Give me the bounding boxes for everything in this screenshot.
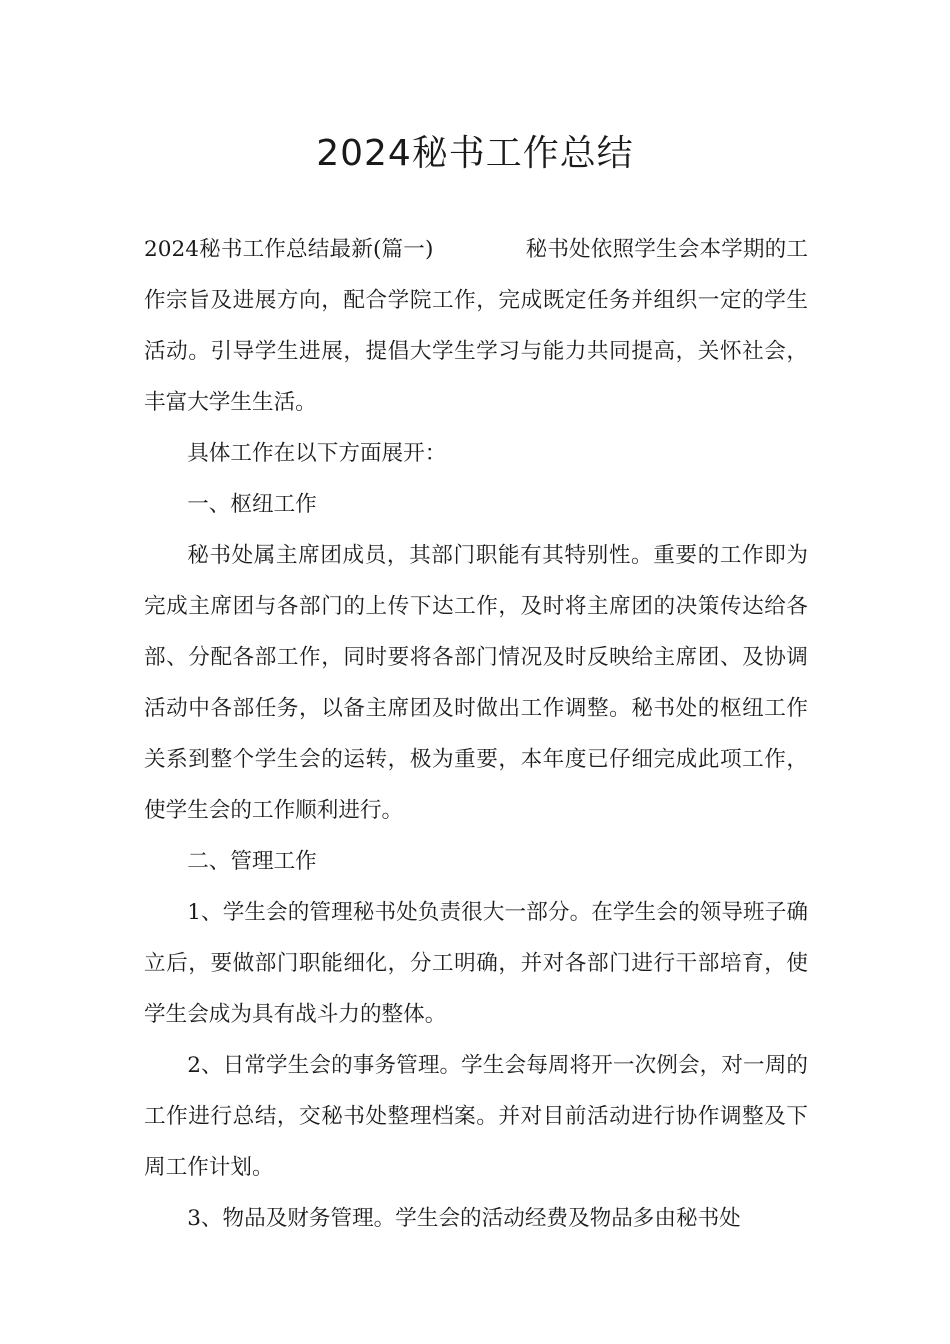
intro-text: 秘书处依照学生会本学期的工作宗旨及进展方向，配合学院工作，完成既定任务并组织一定的学生活动。引导学生进展，提倡大学生学习与能力共同提高，关怀社会，丰富大学生生活。 [144, 237, 808, 415]
document-body [144, 224, 808, 1244]
paragraph: 3、物品及财务管理。学生会的活动经费及物品多由秘书处 [187, 1206, 741, 1231]
paragraph: 秘书处属主席团成员，其部门职能有其特别性。重要的工作即为完成主席团与各部门的上传下达工作，及时将主席团的决策传达给各部、分配各部工作，同时要将各部门情况及时反映给主席团、及协调活动中各部任务，以备主席团及时做出工作调整。秘书处的枢纽工作关系到整个学生会的运转，极为重要，本年度已仔细完成此项工作，使学生会的工作顺利进行。 [144, 543, 808, 823]
intro-heading: 2024秘书工作总结最新(篇一) [144, 237, 434, 262]
section-heading: 一、枢纽工作 [187, 492, 317, 517]
paragraph-intro [144, 224, 808, 428]
paragraph: 1、学生会的管理秘书处负责很大一部分。在学生会的领导班子确立后，要做部门职能细化，分工明确，并对各部门进行干部培育，使学生会成为具有战斗力的整体。 [144, 900, 808, 1027]
paragraph: 2、日常学生会的事务管理。学生会每周将开一次例会，对一周的工作进行总结，交秘书处整理档案。并对目前活动进行协作调整及下周工作计划。 [144, 1053, 808, 1180]
document-title: 2024秘书工作总结 [316, 133, 634, 174]
paragraph: 具体工作在以下方面展开： [187, 441, 447, 466]
section-heading: 二、管理工作 [187, 849, 317, 874]
